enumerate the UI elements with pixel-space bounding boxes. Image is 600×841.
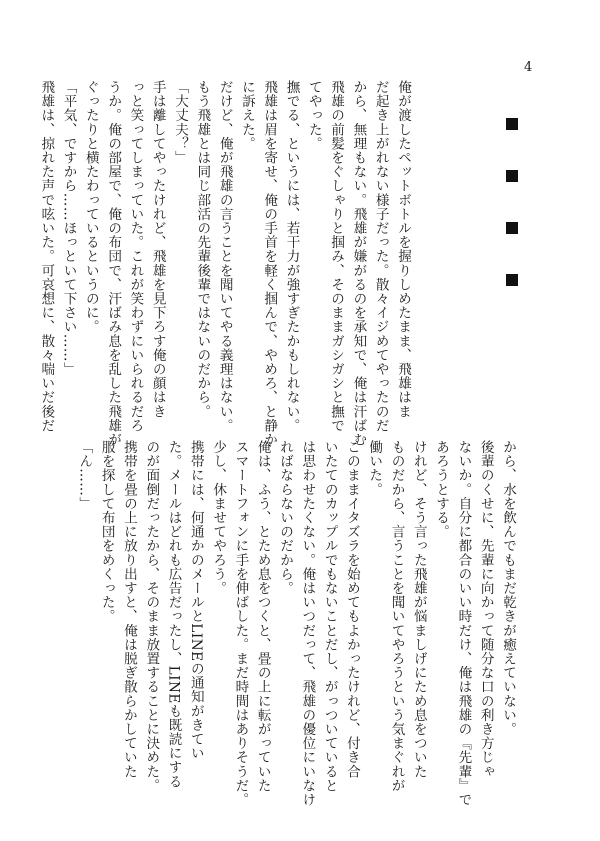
scene-break-mark (506, 274, 518, 286)
text-line: ないか。自分に都合のいい時だけ、俺は飛雄の『先輩』で (455, 440, 472, 807)
text-line: のが面倒だったから、そのまま放置することに決めた。 (143, 440, 160, 793)
text-line: てやった。 (305, 80, 322, 151)
text-line: ればならないのだから。 (277, 440, 294, 596)
text-line: ものだから、言うことを聞いてやろうという気まぐれが (388, 440, 405, 793)
text-line: 携帯には、何通かのメールとLINEの通知がきてい (187, 440, 204, 761)
scene-break-mark (506, 222, 518, 234)
body-text-upper (35, 80, 414, 447)
text-line: いたてのカップルでもないことだし、がっついていると (321, 440, 338, 793)
text-line: 後輩のくせに、先輩に向かって随分な口の利き方じゃ (477, 440, 494, 779)
text-line: このままイタズラを始めてもよかったけれど、付き合 (343, 440, 360, 779)
text-line: 服を探して布団をめくった。 (98, 440, 115, 624)
text-line: だ起き上がれない様子だった。散々イジめてやったのだ (372, 80, 389, 433)
text-line: あろうとする。 (433, 440, 450, 539)
page-number: 4 (524, 60, 533, 75)
text-line: 働いた。 (366, 440, 383, 497)
text-line: 飛雄は眉を寄せ、俺の手首を軽く掴んで、やめろ、と静か (261, 80, 278, 447)
text-line: 少し、休ませてやろう。 (210, 440, 227, 596)
text-line: ぐったりと横たわっているというのに。 (82, 80, 99, 334)
scene-break-mark (506, 118, 518, 130)
text-line: 俺は、ふう、とため息をつくと、畳の上に転がっていた (254, 440, 271, 793)
text-line: うか。俺の部屋で、俺の布団で、汗ばみ息を乱した飛雄が (105, 80, 122, 447)
text-line: は思わせたくない。俺はいつだって、飛雄の優位にいなけ (299, 440, 316, 807)
text-line: から、無理もない。飛雄が嫌がるのを承知で、俺は汗ばむ (350, 80, 367, 447)
body-text-lower (73, 440, 519, 807)
text-line: 飛雄の前髪をぐしゃりと掴み、そのままガシガシと撫で (328, 80, 345, 433)
text-line: っと笑ってしまっていた。これが笑わずにいられるだろ (127, 80, 144, 433)
text-line: 携帯を畳の上に放り出すと、俺は脱ぎ散らかしていた (120, 440, 137, 779)
text-line: 撫でる、というには、若干力が強すぎたかもしれない。 (283, 80, 300, 433)
text-line: に訴えた。 (238, 80, 255, 151)
scene-break-mark (506, 170, 518, 182)
text-line: た。メールはどれも広告だったし、LINEも既読にする (165, 440, 182, 789)
text-line: から、水を飲んでもまだ乾きが癒えていない。 (500, 440, 516, 737)
text-line: 「ん……」 (76, 440, 93, 511)
scene-break (506, 118, 518, 326)
text-line: 手は離してやったけれど、飛雄を見下ろす俺の顔はき (149, 80, 166, 419)
text-line: スマートフォンに手を伸ばした。まだ時間はありそうだ。 (232, 440, 249, 807)
text-line: だけど、俺が飛雄の言うことを聞いてやる義理はない。 (216, 80, 233, 433)
text-line: けれど、そう言った飛雄が悩ましげにため息をついた (410, 440, 427, 779)
text-line: 飛雄は、掠れた声で呟いた。可哀想に、散々喘いだ後だ (38, 80, 55, 433)
text-line: 俺が渡したペットボトルを握りしめたまま、飛雄はま (395, 80, 411, 419)
text-line: 「平気、ですから……ほっといて下さい……」 (60, 80, 77, 377)
text-line: もう飛雄とは同じ部活の先輩後輩ではないのだから。 (194, 80, 211, 419)
text-line: 「大丈夫？」 (172, 80, 189, 165)
